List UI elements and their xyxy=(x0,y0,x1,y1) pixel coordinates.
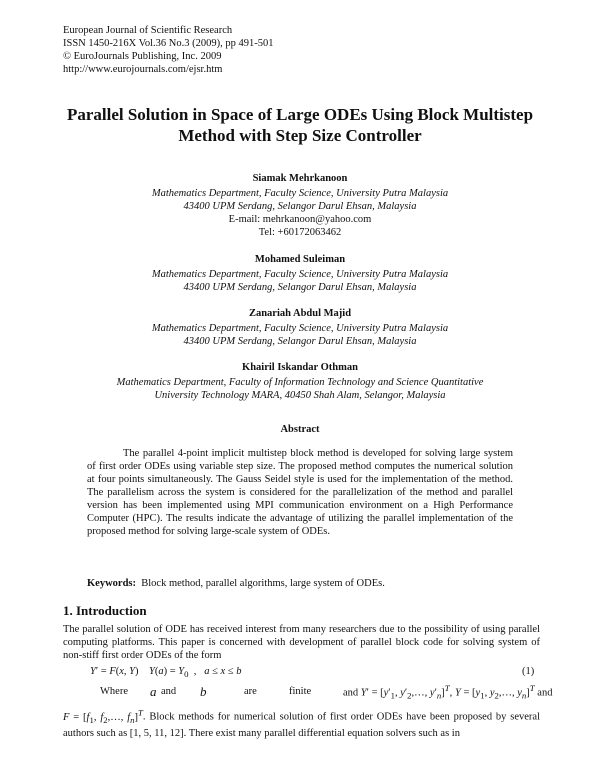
author-3 xyxy=(40,307,560,348)
symbol-a: a xyxy=(150,684,157,699)
author-1 xyxy=(40,172,560,239)
author-tel: Tel: +60172063462 xyxy=(258,227,342,238)
journal-name: European Journal of Scientific Research xyxy=(63,25,233,36)
title-line-2: Method with Step Size Controller xyxy=(178,126,422,145)
author-2 xyxy=(40,253,560,294)
author-email[interactable]: E-mail: mehrkanoon@yahoo.com xyxy=(228,214,372,225)
and-word-1: and xyxy=(161,686,177,697)
equation-yprime-vector: and $Y' = [y'_1$, $y'_2,\dots$, $y'_n]^T$, xyxy=(343,683,453,701)
abstract-text: The parallel 4-point implicit multistep block method is developed for solving large system of first order ODEs using variable step size. The proposed method computes the numerical solution at four points simultaneously. The Gauss Seidel style is used for the implementation of the method. The parallelism across the system is considered for the parallelization of the method and parallel version has been implemented using MPI communication environment on a High Performance Computer (HPC). The results indicate the advantage of utilizing the parallel implementation of the proposed method for solving large-scale system of ODEs. xyxy=(87,448,513,537)
paper-title xyxy=(40,104,560,146)
keywords xyxy=(87,578,385,589)
section-heading-introduction: 1. Introduction xyxy=(63,603,147,618)
author-address: 43400 UPM Serdang, Selangor Darul Ehsan, Malaysia xyxy=(183,336,417,347)
intro-paragraph-2 xyxy=(63,706,540,740)
author-affiliation: Mathematics Department, Faculty Science, University Putra Malaysia xyxy=(151,269,449,280)
journal-header xyxy=(63,24,274,76)
keywords-text: Block method, parallel algorithms, large system of ODEs. xyxy=(141,578,385,589)
and-word-2: and xyxy=(343,687,359,699)
intro-paragraph-2-text: . Block methods for numerical solution of first order ODEs have been proposed by several authors such as [1, 5, 11, 12]. There exist many parallel differential equation solvers such as in xyxy=(63,711,541,739)
author-affiliation: Mathematics Department, Faculty of Information Technology and Science Quantitative xyxy=(116,377,484,388)
intro-paragraph: The parallel solution of ODE has received interest from many researchers due to the possibility of using parallel computing platforms. This paper is concerned with development of parallel block code for solving system of non-stiff first order ODEs of the form xyxy=(63,624,540,661)
are-word: are xyxy=(244,686,257,697)
equation-1: Y′ = F(x, Y) $Y(a) = Y_0$ , a ≤ x ≤ b xyxy=(90,666,242,680)
author-4 xyxy=(40,361,560,402)
finite-word: finite xyxy=(289,686,312,697)
equation-y-vector: $Y = [y_1$, $y_2,\dots$, $y_n]^T$ and xyxy=(455,683,553,701)
author-address: University Technology MARA, 40450 Shah Alam, Selangor, Malaysia xyxy=(154,390,446,401)
author-address: 43400 UPM Serdang, Selangor Darul Ehsan, Malaysia xyxy=(183,282,417,293)
author-name: Zanariah Abdul Majid xyxy=(248,308,352,319)
journal-copyright: © EuroJournals Publishing, Inc. 2009 xyxy=(63,51,222,62)
author-affiliation: Mathematics Department, Faculty Science, University Putra Malaysia xyxy=(151,188,449,199)
keywords-label: Keywords: xyxy=(87,578,136,589)
title-line-1: Parallel Solution in Space of Large ODEs Using Block Multistep xyxy=(66,105,534,124)
equation-number: (1) xyxy=(522,666,535,677)
author-name: Khairil Iskandar Othman xyxy=(242,362,358,373)
equation-f-vector: $F = [f_1$, $f_2,\dots$, $f_n]^T$ xyxy=(63,707,143,725)
author-name: Siamak Mehrkanoon xyxy=(252,173,348,184)
journal-url[interactable]: http://www.eurojournals.com/ejsr.htm xyxy=(63,64,223,75)
and-word-3: and xyxy=(537,687,553,699)
author-name: Mohamed Suleiman xyxy=(254,254,346,265)
abstract-heading: Abstract xyxy=(280,424,320,435)
symbol-b: b xyxy=(200,684,207,699)
author-address: 43400 UPM Serdang, Selangor Darul Ehsan, Malaysia xyxy=(183,201,417,212)
author-affiliation: Mathematics Department, Faculty Science, University Putra Malaysia xyxy=(151,323,449,334)
journal-issn: ISSN 1450-216X Vol.36 No.3 (2009), pp 491-501 xyxy=(63,38,274,49)
where-word: Where xyxy=(100,686,128,697)
